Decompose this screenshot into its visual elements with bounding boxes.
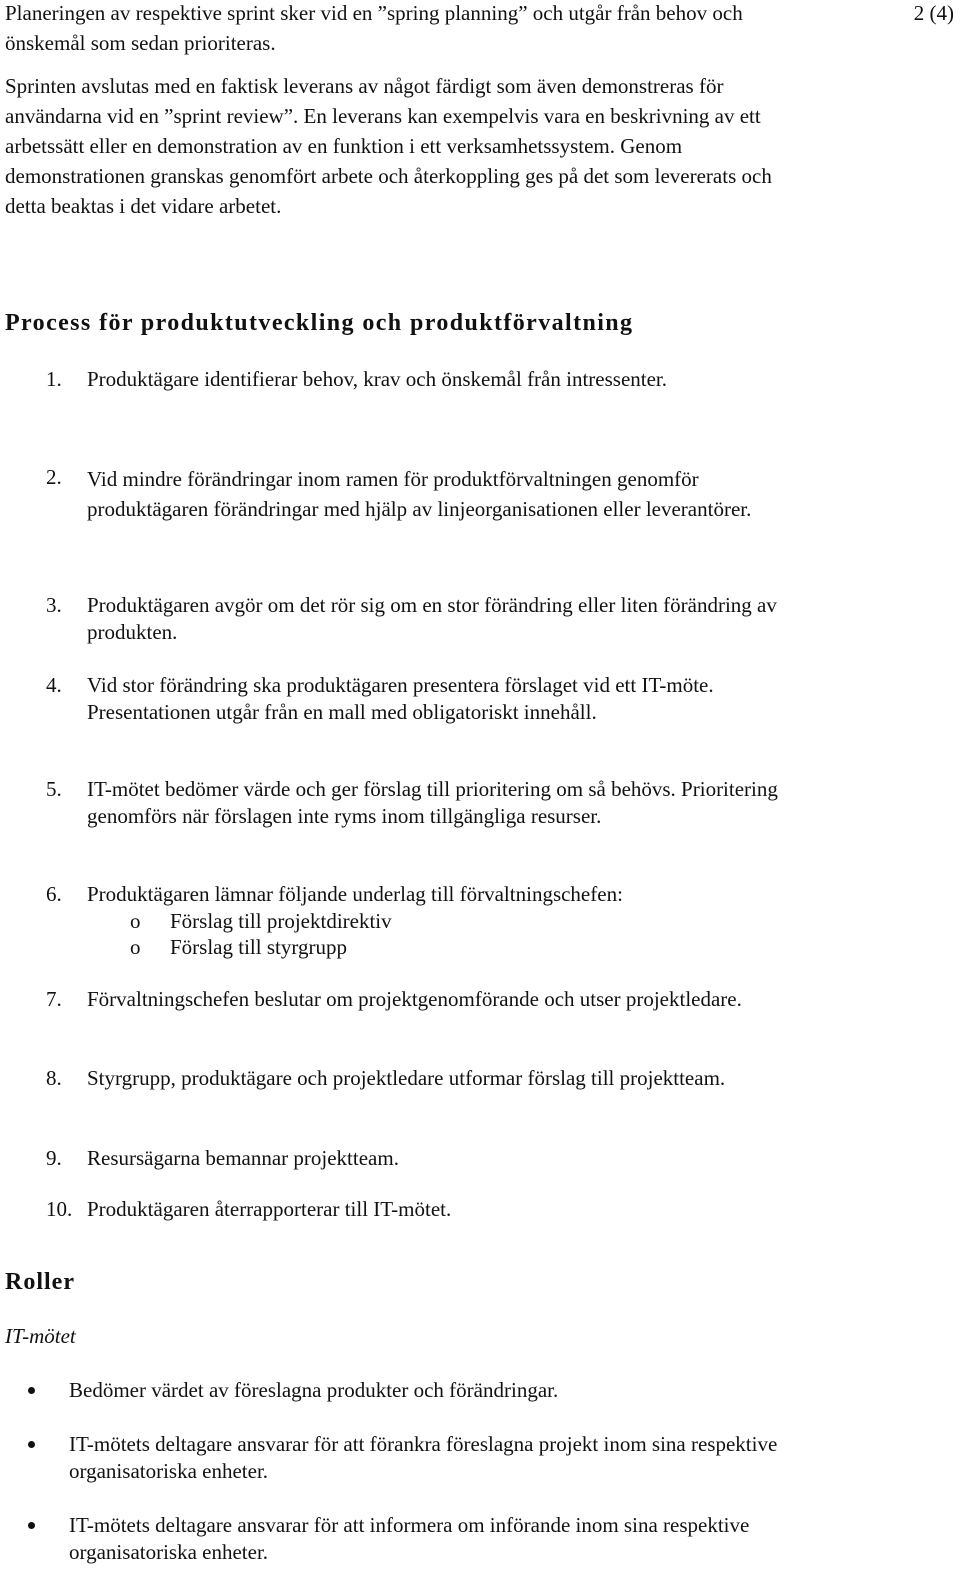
bullet-text: IT-mötets deltagare ansvarar för att förankra föreslagna projekt inom sina respektive organisatoriska enheter. [69, 1432, 778, 1483]
intro-paragraph-2: Sprinten avslutas med en faktisk leverans av något färdigt som även demonstreras för användarna vid en ”sprint review”. En leverans kan exempelvis vara en beskrivning av ett arbetssätt eller en demonstration av en funktion i ett verksamhetssystem. Genom demonstrationen granskas genomfört arbete och återkoppling ges på det som levererats och detta beaktas i det vidare arbetet. [5, 74, 772, 218]
step-text: Styrgrupp, produktägare och projektledare utformar förslag till projektteam. [87, 1066, 726, 1090]
circle-bullet-icon: o [130, 909, 141, 933]
intro-paragraph-1: Planeringen av respektive sprint sker vid en ”spring planning” och utgår från behov och önskemål som sedan prioriteras. [5, 1, 743, 55]
step-text: Produktägaren avgör om det rör sig om en stor förändring eller liten förändring av produkten. [87, 593, 777, 644]
step-number: 9. [46, 1146, 62, 1170]
step-number: 3. [46, 593, 62, 617]
step-number: 2. [46, 465, 62, 489]
step-text: IT-mötet bedömer värde och ger förslag till prioritering om så behövs. Prioritering genomförs när förslagen inte ryms inom tillgängliga resurser. [87, 777, 778, 828]
circle-bullet-icon: o [130, 935, 141, 959]
bullet-text: Bedömer värdet av föreslagna produkter och förändringar. [69, 1378, 559, 1402]
step-text: Vid stor förändring ska produktägaren presentera förslaget vid ett IT-möte. Presentationen utgår från en mall med obligatoriskt innehåll. [87, 673, 714, 724]
step-number: 6. [46, 882, 62, 906]
bullet-dot-icon [28, 1522, 35, 1529]
step-text: Produktägaren återrapporterar till IT-mötet. [87, 1197, 452, 1221]
roles-heading: Roller [5, 1269, 75, 1295]
step-text: Förvaltningschefen beslutar om projektgenomförande och utser projektledare. [87, 987, 742, 1011]
process-heading: Process för produktutveckling och produktförvaltning [5, 310, 634, 336]
bullet-text: IT-mötets deltagare ansvarar för att informera om införande inom sina respektive organisatoriska enheter. [69, 1513, 750, 1564]
step-number: 4. [46, 673, 62, 697]
page-number: 2 (4) [913, 1, 954, 25]
step-number: 10. [46, 1197, 73, 1221]
step-number: 8. [46, 1066, 62, 1090]
step-text: Produktägaren lämnar följande underlag till förvaltningschefen: [87, 882, 623, 906]
step-number: 7. [46, 987, 62, 1011]
sub-item-text: Förslag till styrgrupp [170, 935, 347, 959]
roles-subheading: IT-mötet [5, 1324, 76, 1348]
bullet-dot-icon [28, 1387, 35, 1394]
step-text: Resursägarna bemannar projektteam. [87, 1146, 399, 1170]
step-text: Produktägare identifierar behov, krav och önskemål från intressenter. [87, 367, 668, 391]
step-number: 5. [46, 777, 62, 801]
step-number: 1. [46, 367, 62, 391]
sub-item-text: Förslag till projektdirektiv [170, 909, 392, 933]
bullet-dot-icon [28, 1441, 35, 1448]
step-text: Vid mindre förändringar inom ramen för produktförvaltningen genomför produktägaren förändringar med hjälp av linjeorganisationen eller leverantörer. [87, 467, 752, 521]
